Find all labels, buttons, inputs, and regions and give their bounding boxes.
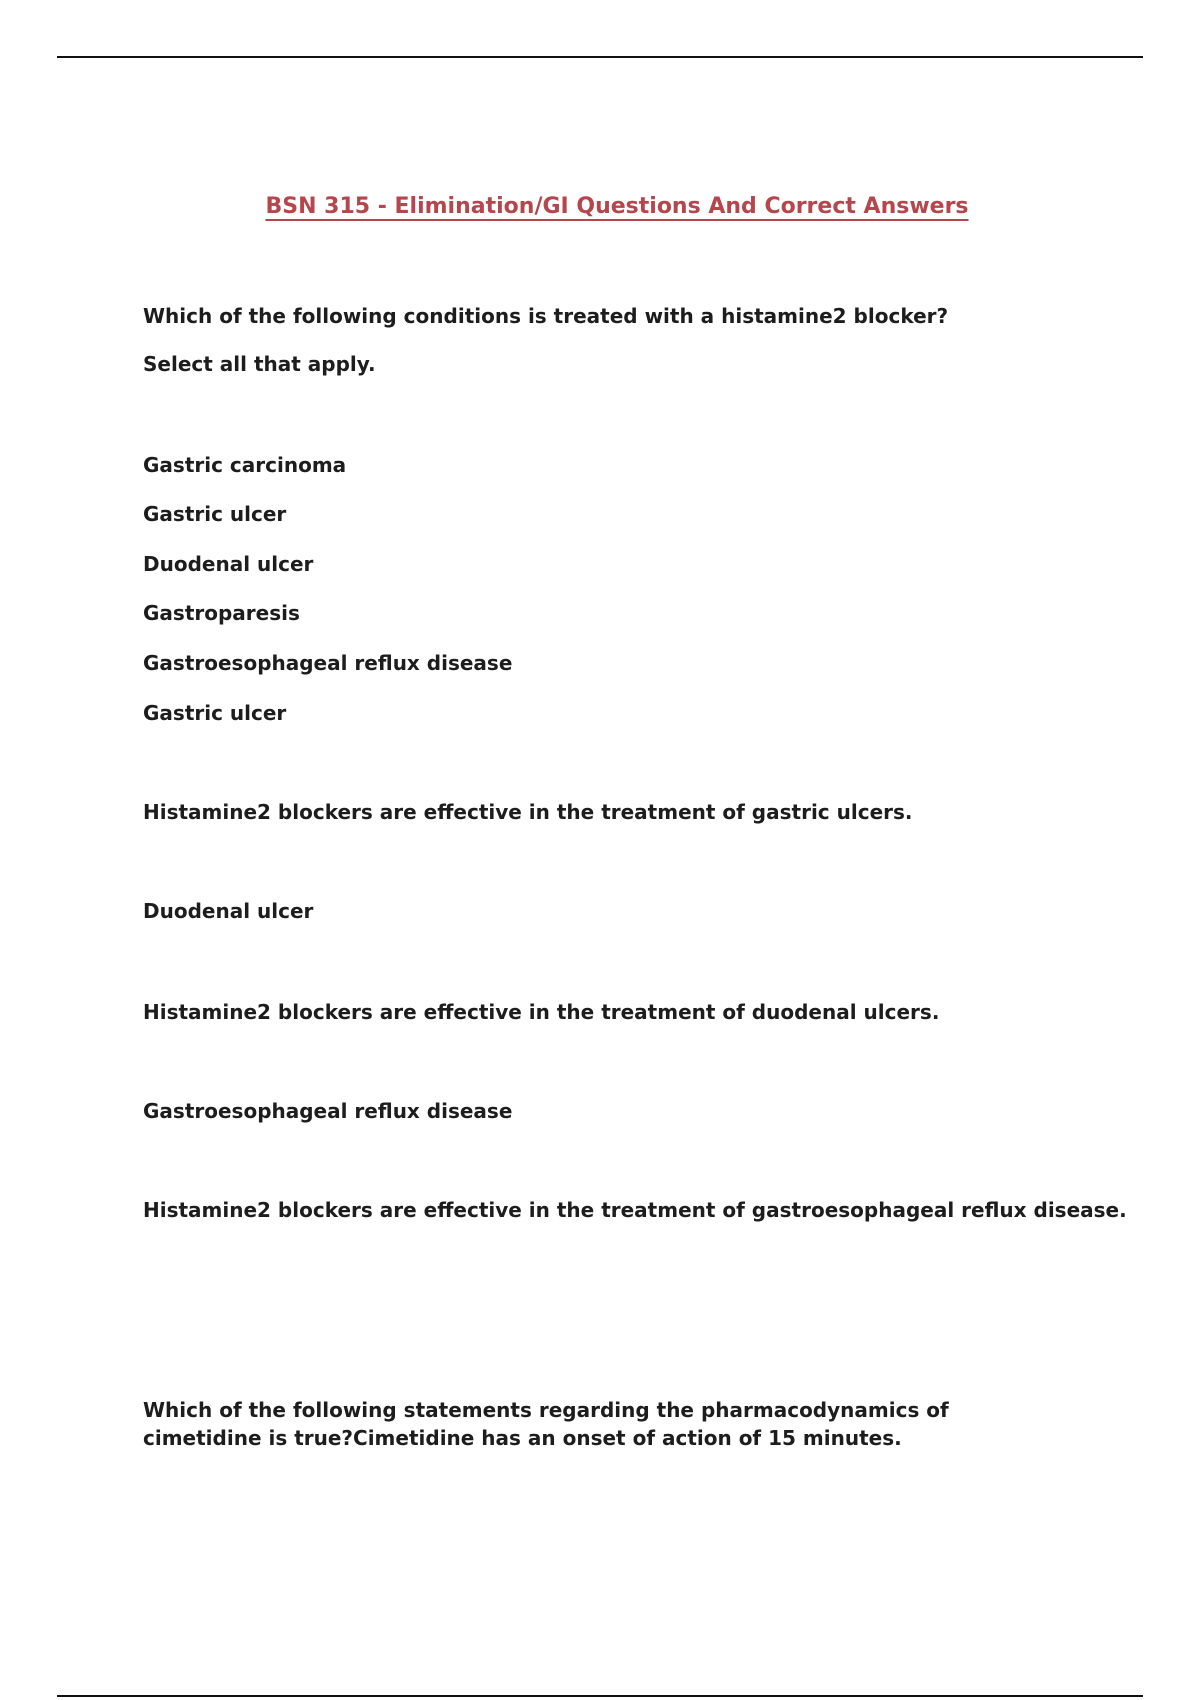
option-item: Gastroparesis — [143, 601, 300, 625]
top-rule — [57, 56, 1143, 58]
question-1-instruction: Select all that apply. — [143, 352, 376, 376]
answer-rationale: Histamine2 blockers are effective in the treatment of duodenal ulcers. — [143, 1000, 940, 1024]
option-item: Gastric ulcer — [143, 502, 287, 526]
question-2-prompt: Which of the following statements regarding the pharmacodynamics of cimetidine is true?Cimetidine has an onset of action of 15 minutes. — [143, 1398, 949, 1450]
option-item: Gastric carcinoma — [143, 453, 347, 477]
answer-label: Duodenal ulcer — [143, 899, 314, 923]
answer-rationale: Histamine2 blockers are effective in the treatment of gastroesophageal reflux disease. — [143, 1198, 1127, 1222]
answer-label: Gastroesophageal reflux disease — [143, 1099, 513, 1123]
question-1-prompt: Which of the following conditions is treated with a histamine2 blocker? — [143, 304, 949, 328]
option-item: Duodenal ulcer — [143, 552, 314, 576]
option-item: Gastroesophageal reflux disease — [143, 651, 513, 675]
document-title: BSN 315 - Elimination/GI Questions And Correct Answers — [265, 194, 969, 219]
bottom-rule — [57, 1695, 1143, 1697]
option-item: Gastric ulcer — [143, 701, 287, 725]
answer-rationale: Histamine2 blockers are effective in the treatment of gastric ulcers. — [143, 800, 913, 824]
